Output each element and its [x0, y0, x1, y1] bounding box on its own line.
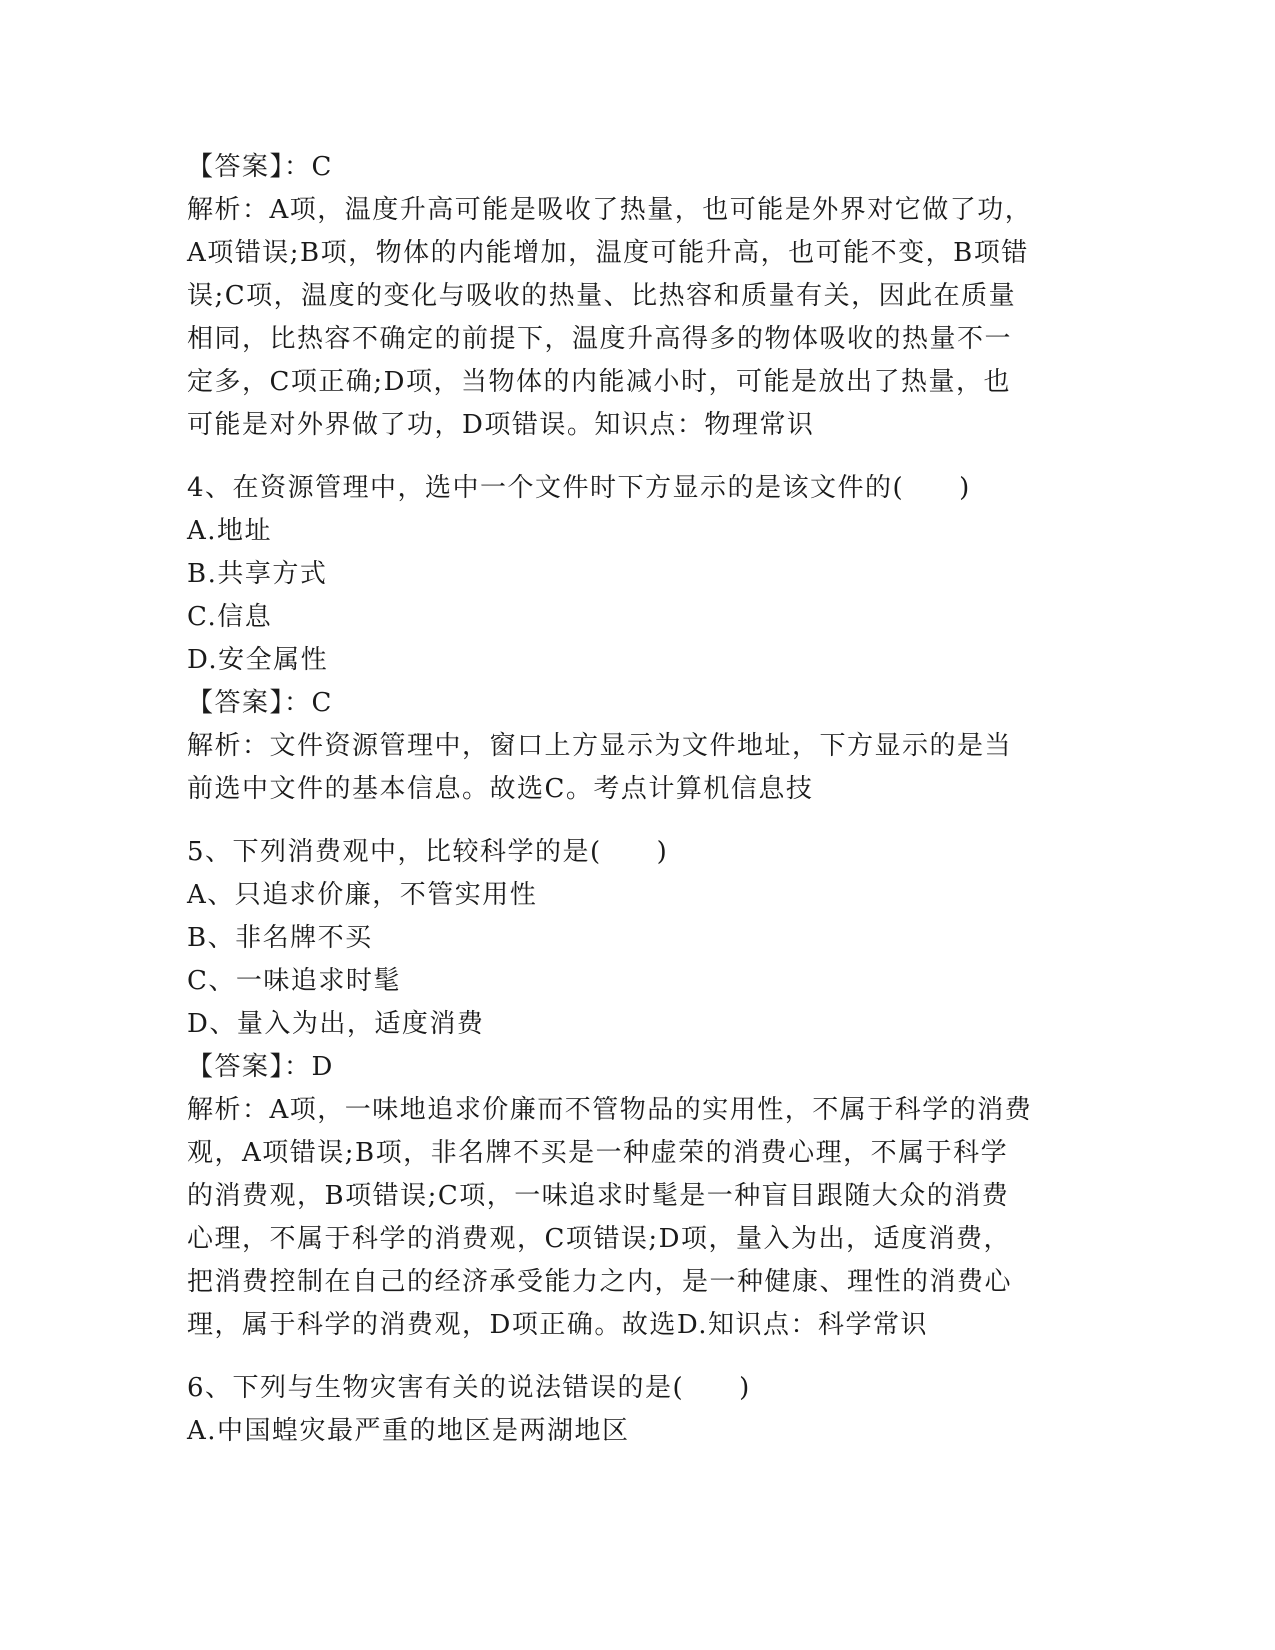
- option-c: C.信息: [187, 602, 273, 632]
- document-page: [187, 146, 1087, 1453]
- option-a: A.地址: [187, 516, 273, 546]
- analysis-line: 误;C项，温度的变化与吸收的热量、比热容和质量有关，因此在质量: [187, 281, 1017, 311]
- analysis-line: 的消费观，B项错误;C项，一味追求时髦是一种盲目跟随大众的消费: [187, 1181, 1010, 1211]
- question-5: [187, 831, 1087, 1347]
- analysis-line: 观，A项错误;B项，非名牌不买是一种虚荣的消费心理，不属于科学: [187, 1138, 1009, 1168]
- answer-label: 【答案】：D: [187, 1052, 334, 1082]
- question-text: 5、下列消费观中，比较科学的是( ): [187, 837, 669, 867]
- analysis-line: 心理，不属于科学的消费观，C项错误;D项，量入为出，适度消费，: [187, 1224, 1011, 1254]
- option-c: C、一味追求时髦: [187, 966, 401, 996]
- option-b: B.共享方式: [187, 559, 328, 589]
- q3-answer-block: [187, 146, 1087, 447]
- analysis-line: 把消费控制在自己的经济承受能力之内，是一种健康、理性的消费心: [187, 1267, 1013, 1297]
- option-b: B、非名牌不买: [187, 923, 373, 953]
- analysis-line: A项错误;B项，物体的内能增加，温度可能升高，也可能不变，B项错: [187, 238, 1029, 268]
- analysis-line: 解析：文件资源管理中，窗口上方显示为文件地址，下方显示的是当: [187, 731, 1013, 761]
- option-a: A、只追求价廉，不管实用性: [187, 880, 538, 910]
- analysis-line: 解析：A项，一味地追求价廉而不管物品的实用性，不属于科学的消费: [187, 1095, 1033, 1125]
- answer-label: 【答案】：C: [187, 152, 333, 182]
- analysis-line: 可能是对外界做了功，D项错误。知识点：物理常识: [187, 410, 815, 440]
- question-text: 6、下列与生物灾害有关的说法错误的是( ): [187, 1373, 751, 1403]
- analysis-line: 解析：A项，温度升高可能是吸收了热量，也可能是外界对它做了功，: [187, 195, 1033, 225]
- analysis-line: 定多，C项正确;D项，当物体的内能减小时，可能是放出了热量，也: [187, 367, 1011, 397]
- question-6: [187, 1367, 1087, 1453]
- option-a: A.中国蝗灾最严重的地区是两湖地区: [187, 1416, 630, 1446]
- answer-label: 【答案】：C: [187, 688, 333, 718]
- option-d: D.安全属性: [187, 645, 329, 675]
- analysis-line: 相同，比热容不确定的前提下，温度升高得多的物体吸收的热量不一: [187, 324, 1013, 354]
- option-d: D、量入为出，适度消费: [187, 1009, 485, 1039]
- question-text: 4、在资源管理中，选中一个文件时下方显示的是该文件的( ): [187, 473, 971, 503]
- analysis-line: 前选中文件的基本信息。故选C。考点计算机信息技: [187, 774, 814, 804]
- question-4: [187, 467, 1087, 811]
- analysis-line: 理，属于科学的消费观，D项正确。故选D.知识点：科学常识: [187, 1310, 929, 1340]
